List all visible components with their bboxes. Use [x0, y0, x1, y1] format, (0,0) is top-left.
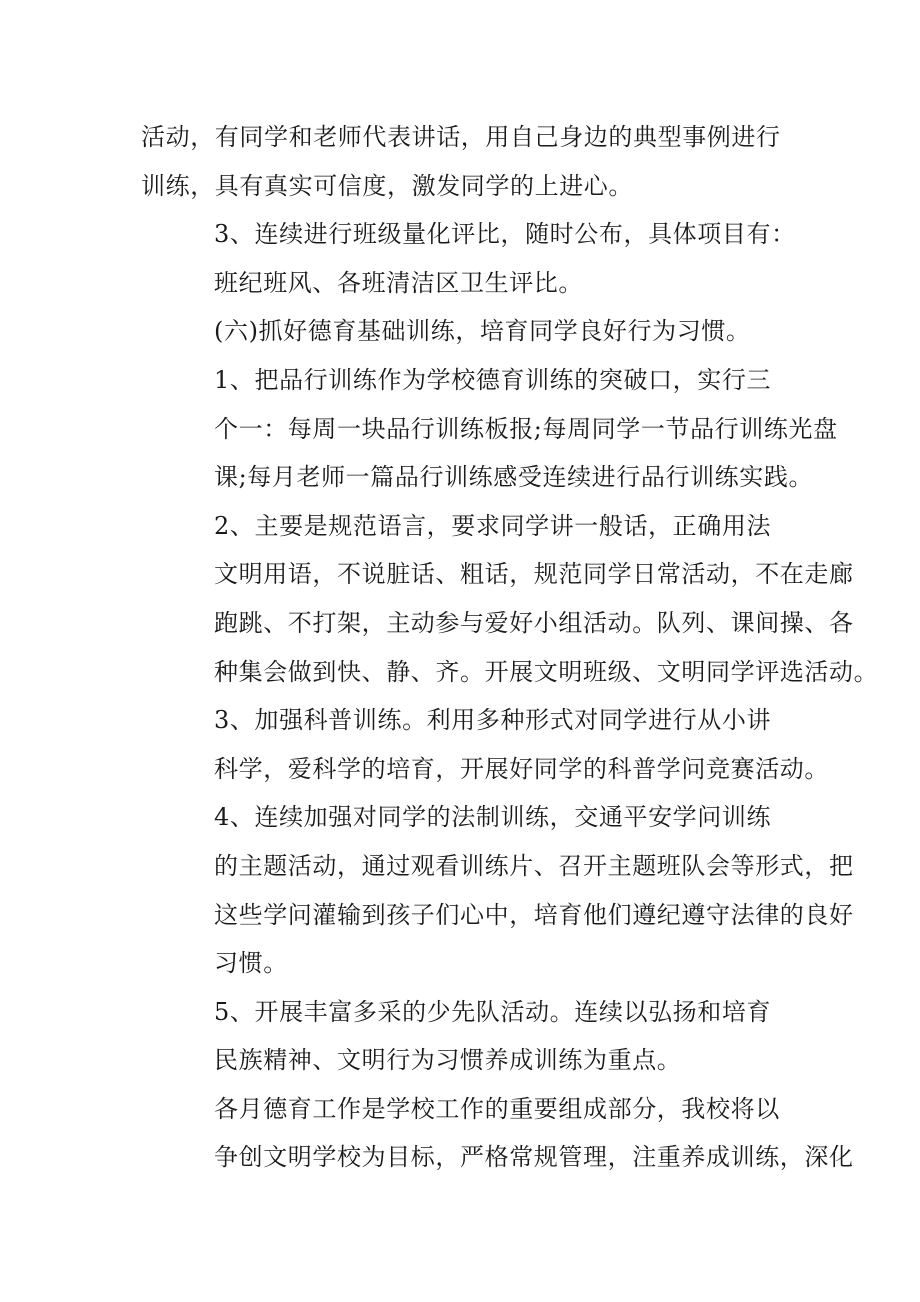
paragraph-item-1 — [141, 356, 838, 502]
text-line: 种集会做到快、静、齐。开展文明班级、文明同学评选活动。 — [214, 657, 879, 686]
text-line: 1、把品行训练作为学校德育训练的突破口，实行三 — [214, 365, 772, 394]
text-line: 3、连续进行班级量化评比，随时公布，具体项目有： — [214, 220, 796, 249]
text-line: 训练，具有真实可信度，激发同学的上进心。 — [141, 171, 633, 200]
text-line: 跑跳、不打架，主动参与爱好小组活动。队列、课间操、各 — [214, 608, 854, 637]
paragraph-continuation — [141, 113, 781, 210]
text-line: 各月德育工作是学校工作的重要组成部分，我校将以 — [214, 1094, 780, 1123]
section-heading-6 — [141, 307, 781, 356]
paragraph-item-4 — [141, 793, 854, 987]
text-line: 争创文明学校为目标，严格常规管理，注重养成训练，深化 — [214, 1143, 854, 1172]
text-line: 文明用语，不说脏话、粗话，规范同学日常活动，不在走廊 — [214, 560, 854, 589]
text-line: 5、开展丰富多采的少先队活动。连续以弘扬和培育 — [214, 997, 772, 1026]
paragraph-item-3-science — [141, 696, 829, 793]
text-line: 个一：每周一块品行训练板报;每周同学一节品行训练光盘 — [214, 414, 838, 443]
paragraph-item-3-ranking — [141, 210, 796, 307]
text-line: 科学，爱科学的培育，开展好同学的科普学问竞赛活动。 — [214, 754, 829, 783]
paragraph-conclusion — [141, 1085, 854, 1182]
paragraph-item-5 — [141, 988, 781, 1085]
text-line: 民族精神、文明行为习惯养成训练为重点。 — [214, 1046, 682, 1075]
text-line: 2、主要是规范语言，要求同学讲一般话，正确用法 — [214, 511, 772, 540]
text-line: 的主题活动，通过观看训练片、召开主题班队会等形式，把 — [214, 851, 854, 880]
text-line: 课;每月老师一篇品行训练感受连续进行品行训练实践。 — [214, 463, 814, 492]
text-line: 4、连续加强对同学的法制训练，交通平安学问训练 — [214, 803, 772, 832]
text-line: 活动，有同学和老师代表讲话，用自己身边的典型事例进行 — [141, 123, 781, 151]
text-line: 班纪班风、各班清洁区卫生评比。 — [214, 268, 583, 297]
paragraph-item-2 — [141, 502, 879, 696]
text-line: (六)抓好德育基础训练，培育同学良好行为习惯。 — [214, 317, 751, 346]
text-line: 这些学问灌输到孩子们心中，培育他们遵纪遵守法律的良好 — [214, 900, 854, 929]
document-body — [141, 113, 879, 1182]
text-line: 3、加强科普训练。利用多种形式对同学进行从小讲 — [214, 706, 772, 735]
text-line: 习惯。 — [214, 949, 288, 978]
